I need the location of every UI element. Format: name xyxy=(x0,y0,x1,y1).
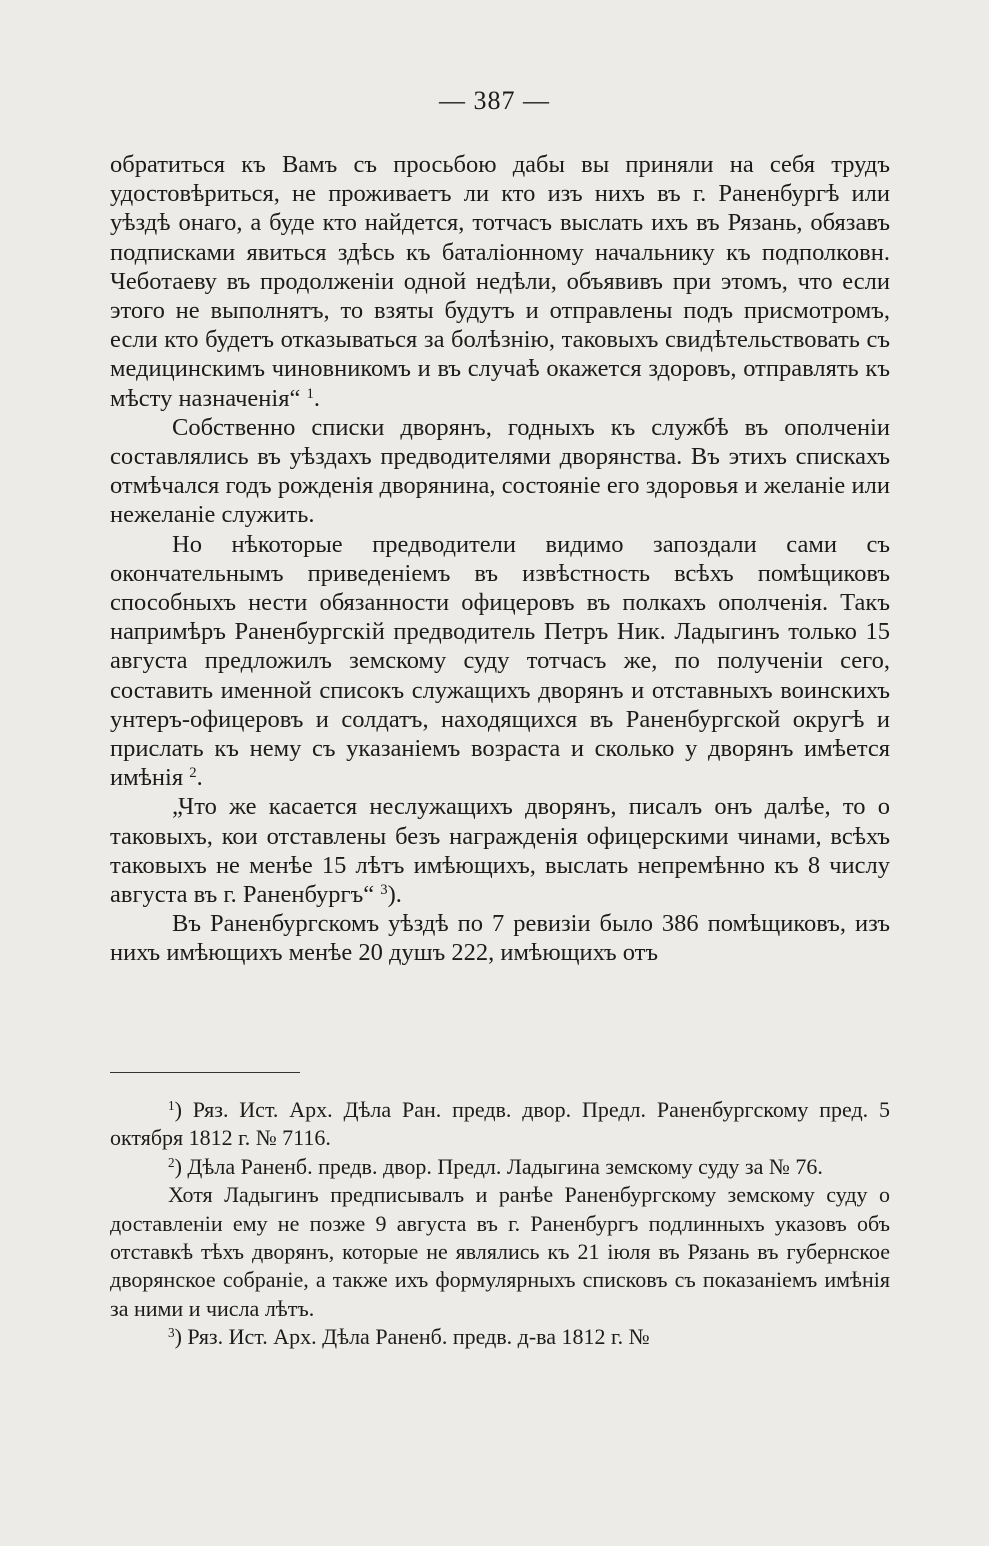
paragraph-4-tail: ). xyxy=(387,881,402,909)
footnote-3 xyxy=(110,1323,890,1351)
footnote-3-text: ) Ряз. Ист. Арх. Дѣла Раненб. предв. д-ва 1812 г. № xyxy=(174,1324,650,1350)
main-text xyxy=(110,150,890,968)
footnote-ref-3: 3 xyxy=(380,882,388,898)
footnote-3-mark: 3 xyxy=(168,1325,175,1340)
page-number: — 387 — xyxy=(439,86,550,115)
paragraph-3-tail: . xyxy=(196,764,203,792)
footnote-2-text: ) Дѣла Раненб. предв. двор. Предл. Ладыгина земскому суду за № 76. xyxy=(174,1153,823,1179)
paragraph-1-text: обратиться къ Вамъ съ просьбою дабы вы приняли на себя трудъ удостовѣриться, не проживаетъ ли кто изъ нихъ въ г. Раненбургѣ или уѣздѣ онаго, а буде кто найдется, тотчасъ выслать ихъ въ Рязань, обязавъ подписками явиться здѣсь къ баталіонному начальнику къ подполковн. Чеботаеву въ продолженіи одной недѣли, объявивъ при этомъ, что если этого не выполнятъ, то взяты будутъ и отправлены подъ присмотромъ, если кто будетъ отказываться за болѣзнію, таковыхъ свидѣтельствовать съ медицинскимъ чиновникомъ и въ случаѣ окажется здоровъ, отправлять къ мѣсту назначенія“ xyxy=(110,151,890,412)
footnote-2-mark: 2 xyxy=(168,1154,175,1170)
paragraph-3-text: Но нѣкоторые предводители видимо запоздали сами съ окончательнымъ приведеніемъ въ извѣстность всѣхъ помѣщиковъ способныхъ нести обязанности офицеровъ въ полкахъ ополченія. Такъ напримѣръ Раненбургскій предводитель Петръ Ник. Ладыгинъ только 15 августа предложилъ земскому суду тотчасъ же, по полученіи сего, составить именной списокъ служащихъ дворянъ и отставныхъ воинскихъ унтеръ-офицеровъ и солдатъ, находящихся въ Раненбургской округѣ и прислать къ нему съ указаніемъ возраста и сколько у дворянъ имѣется имѣнія xyxy=(110,530,890,792)
footnote-ref-2: 2 xyxy=(189,765,197,782)
footnote-1-text: ) Ряз. Ист. Арх. Дѣла Ран. предв. двор. Предл. Раненбургскому пред. 5 октября 1812 г. № 7116. xyxy=(110,1097,890,1151)
paragraph-4 xyxy=(110,792,890,909)
footnote-ref-1: 1 xyxy=(306,385,314,402)
paragraph-3 xyxy=(110,530,890,793)
footnote-2-continued-text: Хотя Ладыгинъ предписывалъ и ранѣе Раненбургскому земскому суду о доставленіи ему не позже 9 августа въ г. Раненбургъ подлинныхъ указовъ объ отставкѣ тѣхъ дворянъ, которые не являлись къ 21 іюля въ Рязань въ губернское дворянское собраніе, а также ихъ формулярныхъ списковъ съ показаніемъ имѣнія за ними и числа лѣтъ. xyxy=(110,1182,890,1321)
paragraph-2: Собственно списки дворянъ, годныхъ къ службѣ въ ополченіи составлялись въ уѣздахъ предводителями дворянства. Въ этихъ спискахъ отмѣчался годъ рожденія дворянина, состояніе его здоровья и желаніе или нежеланіе служить. xyxy=(110,413,890,529)
footnote-divider xyxy=(110,1072,300,1073)
paragraph-1-tail: . xyxy=(313,384,320,412)
footnote-2-continued xyxy=(110,1181,890,1323)
paragraph-5: Въ Раненбургскомъ уѣздѣ по 7 ревизіи было 386 помѣщиковъ, изъ нихъ имѣющихъ менѣе 20 душъ 222, имѣющихъ отъ xyxy=(110,910,890,967)
paragraph-1 xyxy=(110,150,890,413)
paragraph-4-text: „Что же касается неслужащихъ дворянъ, писалъ онъ далѣе, то о таковыхъ, кои отставлены безъ награжденія офицерскими чинами, всѣхъ таковыхъ не менѣе 15 лѣтъ имѣющихъ, выслать непремѣнно къ 8 числу августа въ г. Раненбургъ“ xyxy=(110,793,890,909)
footnote-1 xyxy=(110,1096,890,1153)
footnote-2 xyxy=(110,1153,890,1181)
footnotes xyxy=(110,1096,890,1352)
footnote-1-mark: 1 xyxy=(168,1097,175,1113)
